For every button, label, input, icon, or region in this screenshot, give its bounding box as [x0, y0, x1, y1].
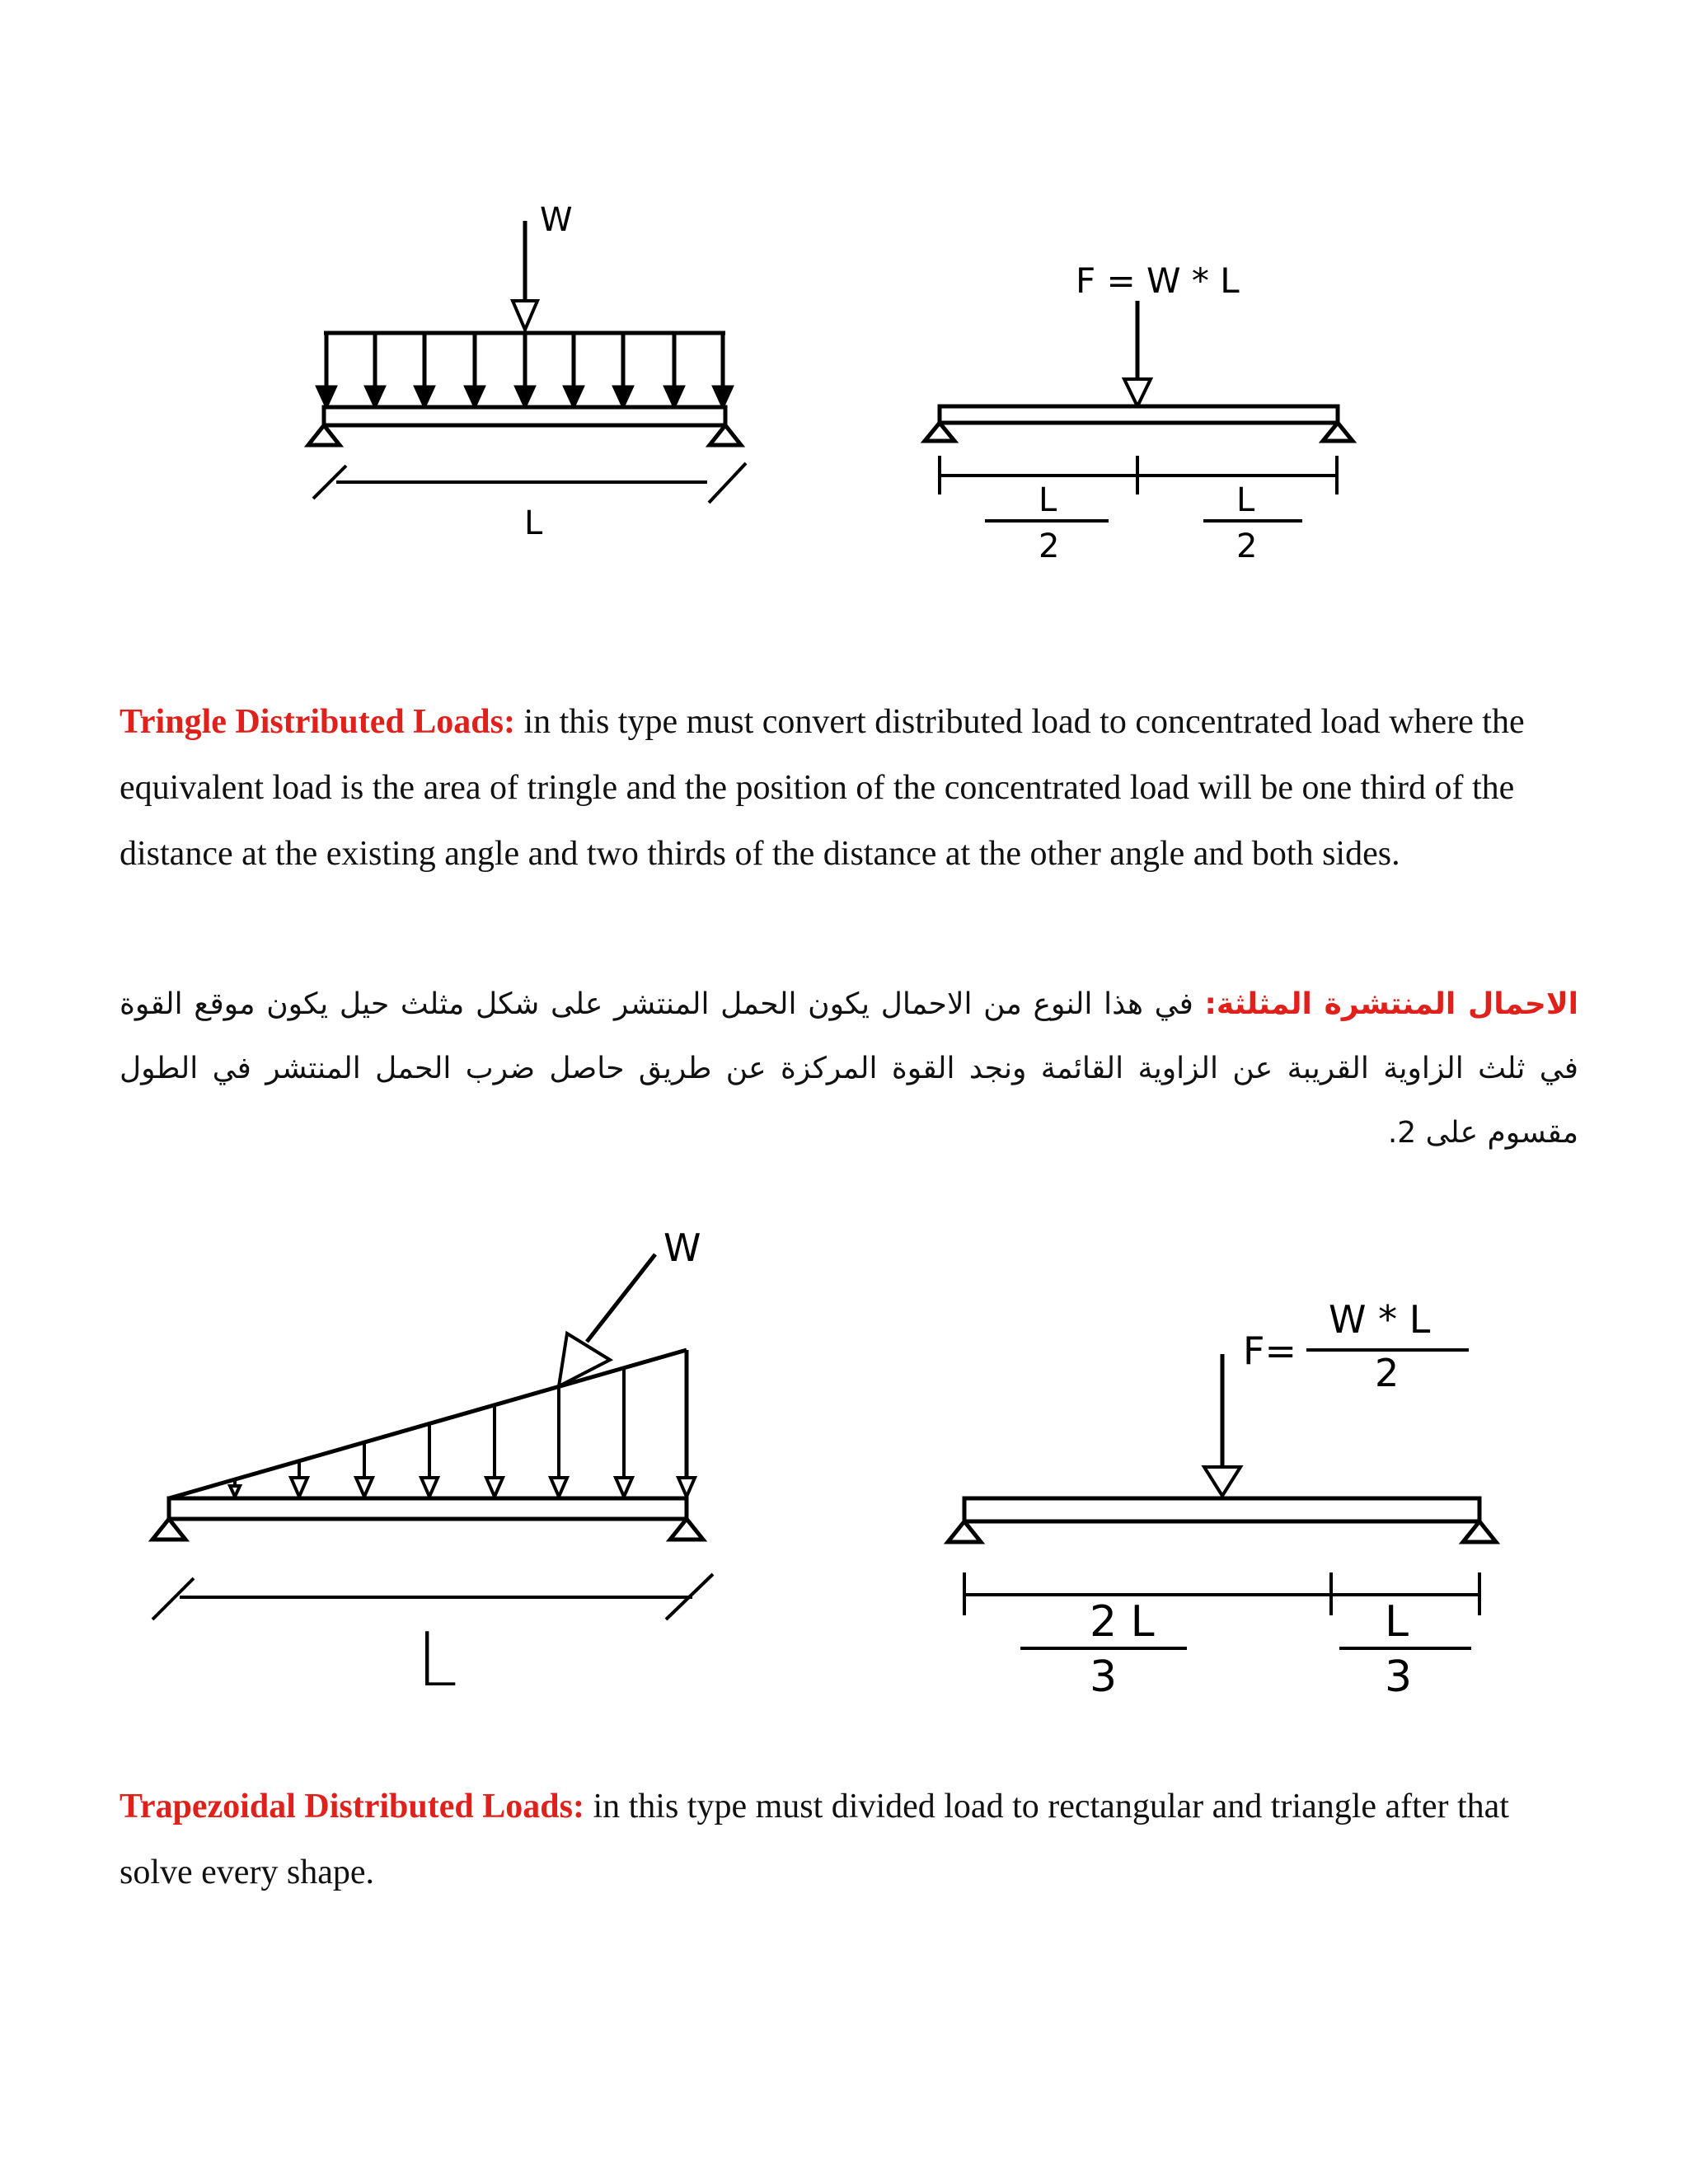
w-arrow-shaft [587, 1254, 655, 1342]
left-support-icon [152, 1519, 185, 1540]
right-support-icon [710, 425, 741, 445]
resultant-label: F = W * L [1076, 260, 1240, 301]
triangle-loads-paragraph [120, 689, 1578, 887]
beam [169, 1498, 687, 1519]
right-fraction-denominator: 3 [1385, 1652, 1413, 1702]
uniform-beam-right-diagram [925, 260, 1353, 565]
triangle-beam-right-diagram [948, 1297, 1496, 1702]
half-right-numerator: L [1236, 481, 1255, 519]
resultant-arrow-head [1124, 379, 1151, 406]
trapezoid-loads-heading: Trapezoidal Distributed Loads: [120, 1788, 584, 1825]
triangle-beam-left-diagram [152, 1226, 713, 1704]
span-label: L [524, 504, 543, 542]
triangle-loads-heading: Tringle Distributed Loads: [120, 703, 515, 741]
right-support-icon [670, 1519, 703, 1540]
resultant-prefix: F= [1243, 1329, 1297, 1373]
left-support-icon [925, 423, 954, 441]
half-left-denominator: 2 [1039, 527, 1060, 565]
triangle-loads-arabic-paragraph [120, 972, 1578, 1165]
span-label: L [416, 1617, 458, 1704]
left-fraction-numerator: 2 L [1090, 1597, 1155, 1647]
beam [964, 1498, 1479, 1521]
resultant-numerator: W * L [1329, 1297, 1431, 1342]
trapezoid-loads-paragraph [120, 1774, 1578, 1905]
right-support-icon [1463, 1521, 1496, 1542]
distributed-arrows [230, 1350, 695, 1497]
triangle-load-diagram [0, 1212, 1688, 1722]
right-fraction-numerator: L [1385, 1597, 1409, 1647]
distributed-arrows [318, 333, 731, 405]
triangle-loads-body: in this type must convert distributed load to concentrated load where the equivalent load is the area of tringle and the position of the concentrated load will be one third of the distance at the existing angle and two thirds of the distance at the other angle and both sides. [120, 703, 1525, 873]
trapezoid-loads-body: in this type must divided load to rectangular and triangle after that solve every shape. [120, 1788, 1509, 1891]
span-tick-right [709, 463, 746, 503]
resultant-denominator: 2 [1375, 1351, 1400, 1395]
left-support-icon [948, 1521, 981, 1542]
triangle-loads-arabic-heading: الاحمال المنتشرة المثلثة: [1204, 987, 1579, 1021]
left-fraction-denominator: 3 [1090, 1652, 1118, 1702]
w-arrow-head [513, 301, 537, 330]
left-support-icon [308, 425, 340, 445]
right-support-icon [1323, 423, 1353, 441]
half-right-denominator: 2 [1236, 527, 1258, 565]
half-left-numerator: L [1039, 481, 1057, 519]
beam [940, 406, 1338, 423]
triangle-loads-arabic-body: في هذا النوع من الاحمال يكون الحمل المنتشر على شكل مثلث حيل يكون موقع القوة في ثلث الزاوية القريبة عن الزاوية القائمة ونجد القوة المركزة عن طريق حاصل ضرب الحمل المنتشر في الطول مقسوم على 2. [120, 987, 1578, 1150]
uniform-beam-left-diagram [308, 201, 746, 542]
w-label: W [663, 1226, 701, 1270]
beam [324, 407, 725, 425]
w-label: W [540, 201, 573, 239]
resultant-arrow-head [1204, 1467, 1240, 1496]
uniform-load-diagram [0, 190, 1688, 577]
